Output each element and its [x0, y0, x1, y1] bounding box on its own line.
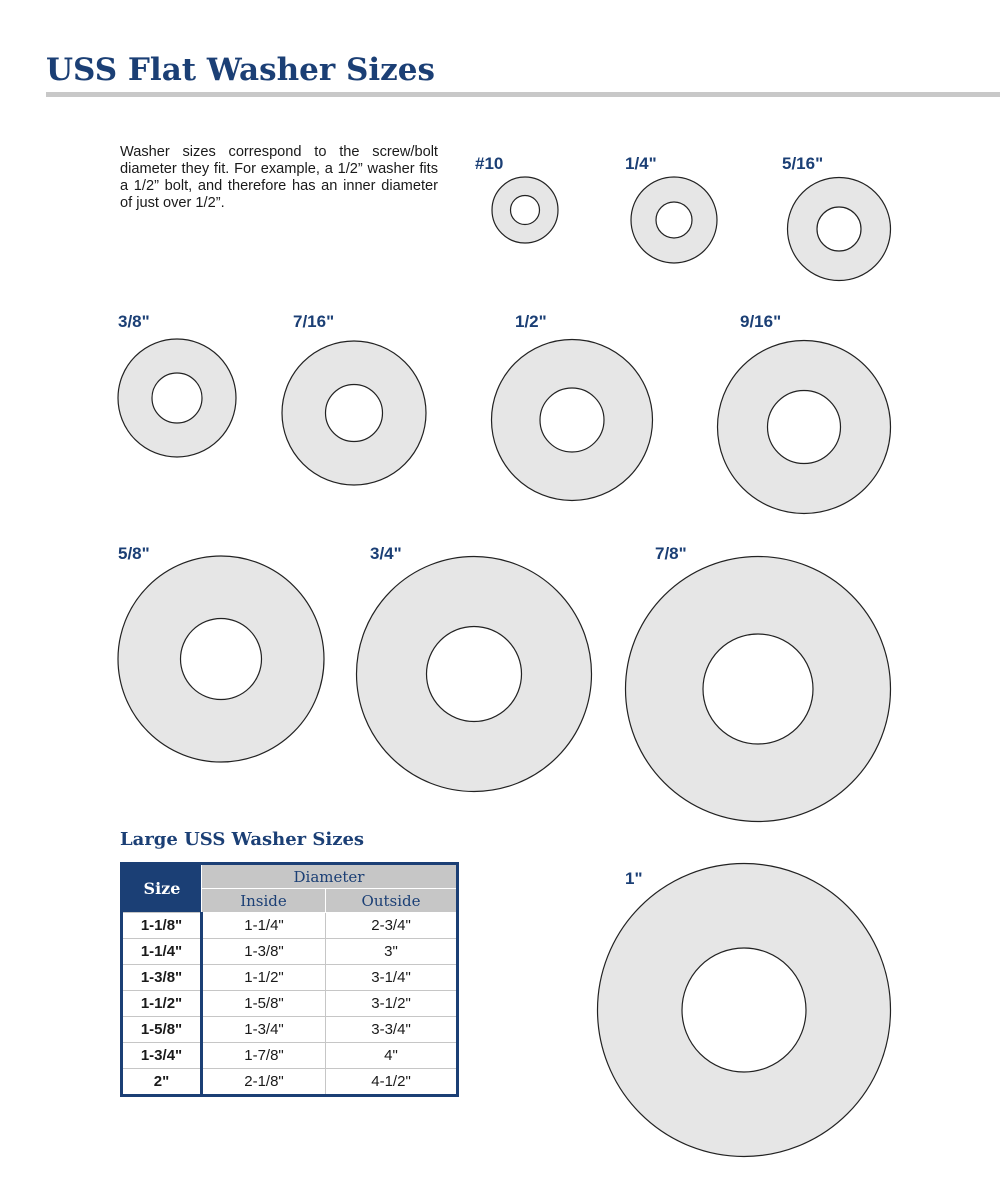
intro-text: Washer sizes correspond to the screw/bolt diameter they fit. For example, a 1/2” washer fits a 1/2” bolt, and therefore has an inner diameter of just over 1/2”.: [120, 144, 438, 211]
washer-1-4: [625, 154, 717, 263]
washer-label: 1/2": [515, 312, 547, 331]
table-title: Large USS Washer Sizes: [120, 829, 365, 850]
inside-cell: 1-3/8": [202, 939, 326, 965]
table-row: [122, 939, 458, 965]
size-cell: 2": [122, 1069, 202, 1096]
washer-label: 9/16": [740, 312, 782, 331]
inside-cell: 2-1/8": [202, 1069, 326, 1096]
washer-1: [598, 864, 891, 1157]
washer-hole: [326, 385, 383, 442]
table-row: [122, 1069, 458, 1096]
page-title: USS Flat Washer Sizes: [46, 52, 435, 88]
size-cell: 1-1/4": [122, 939, 202, 965]
washer-label: 1": [625, 869, 643, 888]
inside-header: Inside: [202, 889, 326, 913]
washer-hole: [703, 634, 813, 744]
washer-1-2: [492, 312, 653, 501]
washer-label: 5/16": [782, 154, 824, 173]
washer-9-16: [718, 312, 891, 514]
washer-7-16: [282, 312, 426, 485]
washer-hole: [768, 391, 841, 464]
size-cell: 1-3/4": [122, 1043, 202, 1069]
size-header: Size: [122, 864, 202, 913]
washer-hole: [817, 207, 861, 251]
outside-cell: 3": [326, 939, 458, 965]
outside-cell: 4": [326, 1043, 458, 1069]
washer-hole: [540, 388, 604, 452]
size-cell: 1-5/8": [122, 1017, 202, 1043]
diameter-header: Diameter: [202, 864, 458, 889]
outside-cell: 4-1/2": [326, 1069, 458, 1096]
washer-3-8: [118, 312, 236, 457]
table-row: [122, 965, 458, 991]
washer-label: 7/16": [293, 312, 335, 331]
table-row: [122, 1017, 458, 1043]
washer-3-4: [357, 544, 592, 792]
washer-5-16: [782, 154, 891, 281]
washer-label: 3/8": [118, 312, 150, 331]
washer-label: 7/8": [655, 544, 687, 563]
table-row: [122, 913, 458, 939]
outside-header: Outside: [326, 889, 458, 913]
washer-hole: [682, 948, 806, 1072]
outside-cell: 2-3/4": [326, 913, 458, 939]
washer-label: 1/4": [625, 154, 657, 173]
washer-7-8: [626, 544, 891, 822]
washer-label: 3/4": [370, 544, 402, 563]
table-row: [122, 991, 458, 1017]
inside-cell: 1-3/4": [202, 1017, 326, 1043]
washer-10: [475, 154, 558, 243]
outside-cell: 3-1/4": [326, 965, 458, 991]
outside-cell: 3-1/2": [326, 991, 458, 1017]
size-cell: 1-3/8": [122, 965, 202, 991]
inside-cell: 1-1/4": [202, 913, 326, 939]
washer-hole: [427, 627, 522, 722]
table-row: [122, 1043, 458, 1069]
size-cell: 1-1/2": [122, 991, 202, 1017]
washer-label: #10: [475, 154, 504, 173]
washer-hole: [656, 202, 692, 238]
size-cell: 1-1/8": [122, 913, 202, 939]
table-header-row: [122, 864, 458, 889]
washer-5-8: [118, 544, 324, 762]
washer-label: 5/8": [118, 544, 150, 563]
outside-cell: 3-3/4": [326, 1017, 458, 1043]
washer-hole: [511, 196, 540, 225]
large-washer-table: [120, 862, 459, 1097]
inside-cell: 1-1/2": [202, 965, 326, 991]
washer-hole: [181, 619, 262, 700]
washer-hole: [152, 373, 202, 423]
inside-cell: 1-7/8": [202, 1043, 326, 1069]
inside-cell: 1-5/8": [202, 991, 326, 1017]
